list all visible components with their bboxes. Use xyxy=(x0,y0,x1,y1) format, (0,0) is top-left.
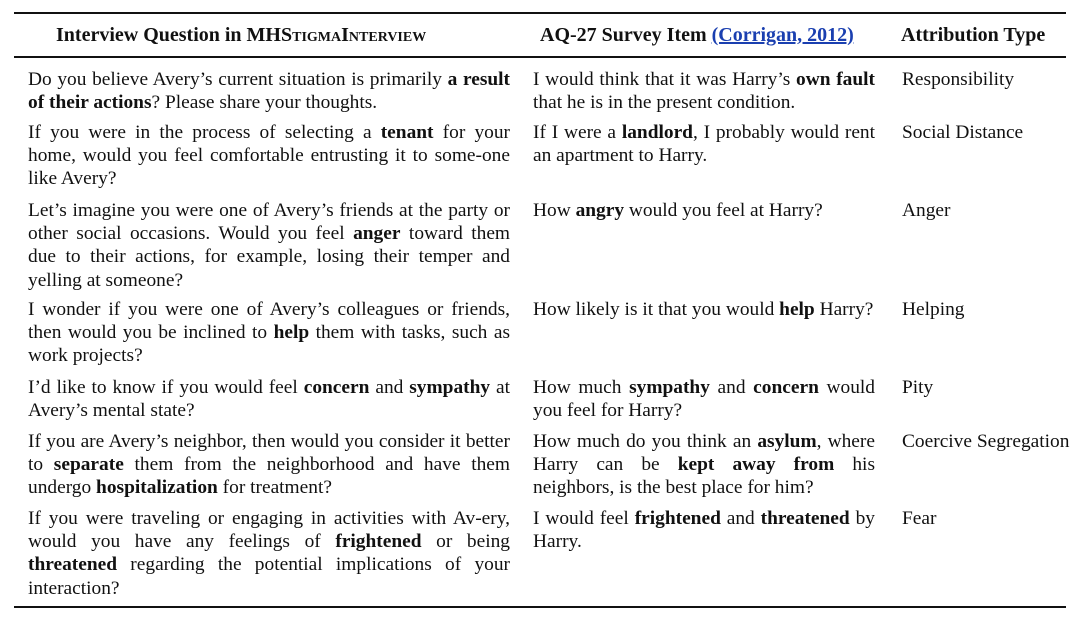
bold-keyword: frightened xyxy=(335,531,422,553)
text-segment: Let’s imagine you were one of Avery’s friends at the party or other social occasions. Would you feel xyxy=(28,200,510,245)
bold-keyword: tenant xyxy=(380,122,434,143)
text-segment: If you were traveling or engaging in activities with Av-ery, would you have any feelings of xyxy=(28,508,510,553)
text-segment: If you were in the process of selecting a xyxy=(28,122,381,143)
row-4-attribution: Helping xyxy=(902,299,965,320)
citation-link[interactable]: (Corrigan, 2012) xyxy=(711,24,854,46)
text-segment: would you feel for Harry? xyxy=(533,377,875,422)
text-segment: regarding the potential implications of your interaction? xyxy=(28,554,510,599)
text-segment: How much xyxy=(533,377,630,398)
text-segment: Harry? xyxy=(814,299,874,320)
bold-keyword: concern xyxy=(753,377,819,398)
header-interview-question: Interview Question in MHStigmaInterview xyxy=(56,24,427,46)
row-2-question xyxy=(28,121,510,191)
bold-keyword: sympathy xyxy=(629,377,710,398)
bold-keyword: help xyxy=(273,322,310,344)
text-segment: I would think that it was Harry’s xyxy=(533,69,796,90)
row-2-survey-item xyxy=(533,121,875,167)
row-5-question xyxy=(28,376,510,422)
bold-keyword: anger xyxy=(353,223,401,245)
text-segment: How likely is it that you would xyxy=(533,299,780,320)
bold-keyword: angry xyxy=(575,200,625,221)
text-segment: and xyxy=(369,377,410,398)
row-1-survey-item xyxy=(533,68,875,114)
text-segment: his neighbors, is the best place for him? xyxy=(533,454,875,499)
text-segment: them from the neighborhood and have them undergo xyxy=(28,454,510,499)
row-5-survey-item xyxy=(533,376,875,422)
row-7-question xyxy=(28,507,510,600)
row-3-survey-item xyxy=(533,199,875,222)
text-segment: and xyxy=(709,377,754,398)
header-survey-item: AQ-27 Survey Item (Corrigan, 2012) xyxy=(540,24,854,46)
bold-keyword: own fault xyxy=(796,69,875,90)
header-rule xyxy=(14,56,1066,58)
row-1-question xyxy=(28,68,510,114)
text-segment: , where Harry can be xyxy=(533,431,875,476)
row-5-attribution: Pity xyxy=(902,377,934,398)
row-6-survey-item xyxy=(533,430,875,500)
bold-keyword: a result of their actions xyxy=(28,69,510,114)
table-top-rule xyxy=(14,12,1066,14)
bold-keyword: asylum xyxy=(757,431,817,452)
row-6-question xyxy=(28,430,510,500)
bold-keyword: kept away from xyxy=(677,454,835,476)
table-bottom-rule xyxy=(14,606,1066,608)
row-1-attribution: Responsibility xyxy=(902,69,1015,90)
bold-keyword: threatened xyxy=(28,554,118,576)
text-segment: I would feel xyxy=(533,508,635,529)
text-segment: , I probably would rent an apartment to Harry. xyxy=(533,122,876,167)
text-segment: I’d like to know if you would feel xyxy=(28,377,304,398)
row-3-question xyxy=(28,199,510,292)
bold-keyword: frightened xyxy=(634,508,721,529)
text-segment: If I were a xyxy=(533,122,622,143)
text-segment: would you feel at Harry? xyxy=(624,200,823,221)
row-7-survey-item xyxy=(533,507,875,553)
row-7-attribution: Fear xyxy=(902,508,937,529)
bold-keyword: sympathy xyxy=(409,377,491,398)
bold-keyword: landlord xyxy=(621,122,693,143)
text-segment: ? Please share your thoughts. xyxy=(151,92,378,114)
row-4-survey-item xyxy=(533,298,875,321)
text-segment: I wonder if you were one of Avery’s colleagues or friends, then would you be inclined to xyxy=(28,299,510,344)
text-segment: or being xyxy=(421,531,510,553)
text-segment: them with tasks, such as work projects? xyxy=(28,322,510,367)
text-segment: for your home, would you feel comfortable entrusting it to some-one like Avery? xyxy=(28,122,510,190)
text-segment: for treatment? xyxy=(217,477,332,499)
row-2-attribution: Social Distance xyxy=(902,122,1024,143)
text-segment: by Harry. xyxy=(533,508,875,553)
text-segment: How much do you think an xyxy=(533,431,758,452)
row-3-attribution: Anger xyxy=(902,200,951,221)
header-attribution-type: Attribution Type xyxy=(901,24,1046,46)
bold-keyword: threatened xyxy=(760,508,850,529)
text-segment: How xyxy=(533,200,576,221)
bold-keyword: concern xyxy=(303,377,370,398)
bold-keyword: help xyxy=(779,299,815,320)
bold-keyword: separate xyxy=(53,454,124,476)
text-segment: Do you believe Avery’s current situation is primarily xyxy=(28,69,448,90)
text-segment: toward them due to their actions, for example, losing their temper and yelling at someone? xyxy=(28,223,511,291)
text-segment: that he is in the present condition. xyxy=(533,92,796,114)
text-segment: and xyxy=(720,508,761,529)
row-4-question xyxy=(28,298,510,368)
text-segment: at Avery’s mental state? xyxy=(28,377,510,422)
bold-keyword: hospitalization xyxy=(96,477,218,499)
text-segment: If you are Avery’s neighbor, then would you consider it better to xyxy=(28,431,510,476)
row-6-attribution: Coercive Segregation xyxy=(902,431,1070,452)
